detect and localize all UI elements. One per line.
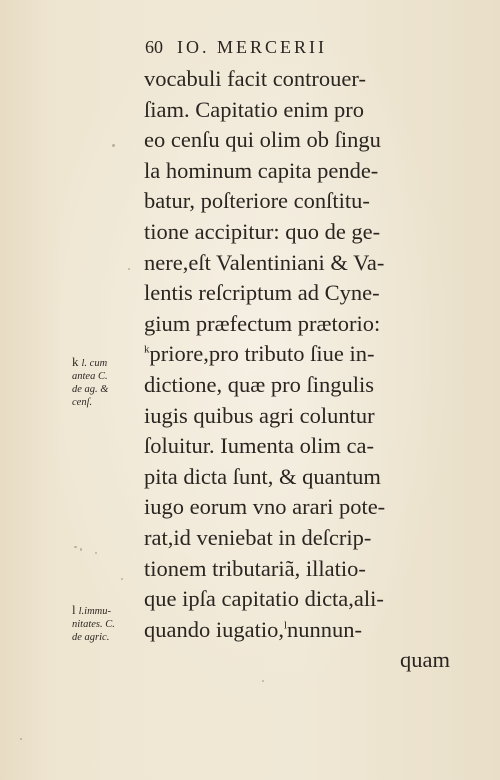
text-line: iugo eorum vno arari pote- — [144, 494, 386, 520]
paper-speck — [121, 578, 123, 580]
text-line: pita dicta ſunt, & quantum — [144, 463, 381, 489]
running-title: IO. MERCERII — [177, 37, 327, 57]
paper-speck — [95, 552, 97, 554]
text-line: iugis quibus agri coluntur — [144, 402, 375, 428]
margin-note-l — [72, 603, 144, 644]
text-line-continuation: nunnun- — [287, 616, 363, 642]
text-line: batur, poſteriore conſtitu- — [144, 188, 370, 214]
margin-note-line: de ag. & — [72, 384, 109, 395]
paper-speck — [74, 546, 77, 548]
margin-note-line: l.immu- — [78, 606, 111, 617]
margin-note-line: cenſ. — [72, 397, 93, 408]
paper-speck — [80, 548, 82, 551]
margin-note-line: nitates. C. — [72, 619, 115, 630]
paper-speck — [20, 738, 22, 740]
paper-speck — [112, 144, 115, 147]
text-line: lentis reſcriptum ad Cyne- — [144, 280, 380, 306]
footnote-marker-k: k — [144, 343, 150, 356]
margin-note-mark: l — [72, 602, 76, 617]
text-line-content: quando iugatio, — [144, 616, 284, 642]
text-line: que ipſa capitatio dicta,ali- — [144, 586, 384, 612]
text-line — [144, 615, 450, 646]
margin-note-k — [72, 355, 144, 409]
text-line: rat,id veniebat in deſcrip- — [144, 524, 372, 550]
footnote-marker-l: l — [283, 619, 288, 632]
text-line: tionem tributariã, illatio- — [144, 555, 366, 581]
text-line: tione accipitur: quo de ge- — [144, 218, 381, 244]
margin-note-line: l. cum — [81, 358, 108, 369]
paper-speck — [262, 680, 264, 682]
margin-note-mark: k — [72, 354, 79, 369]
text-line-content: priore,pro tributo ſiue in- — [149, 341, 375, 367]
text-line: gium præfectum prætorio: — [144, 310, 381, 336]
page-header — [145, 37, 327, 58]
text-line: ſiam. Capitatio enim pro — [144, 96, 364, 122]
page-number: 60 — [145, 37, 163, 57]
body-text — [144, 64, 450, 676]
catchword: quam — [400, 647, 450, 673]
text-line: vocabuli facit controuer- — [144, 66, 366, 91]
text-line — [144, 339, 450, 370]
text-line: la hominum capita pende- — [144, 157, 379, 183]
paper-speck — [128, 268, 130, 270]
text-line: dictione, quæ pro ſingulis — [144, 371, 374, 397]
text-line: nere,eſt Valentiniani & Va- — [144, 249, 385, 275]
margin-note-line: antea C. — [72, 371, 108, 382]
text-line: ſoluitur. Iumenta olim ca- — [144, 433, 374, 459]
margin-note-line: de agric. — [72, 632, 110, 643]
text-line: eo cenſu qui olim ob ſingu — [144, 127, 381, 153]
